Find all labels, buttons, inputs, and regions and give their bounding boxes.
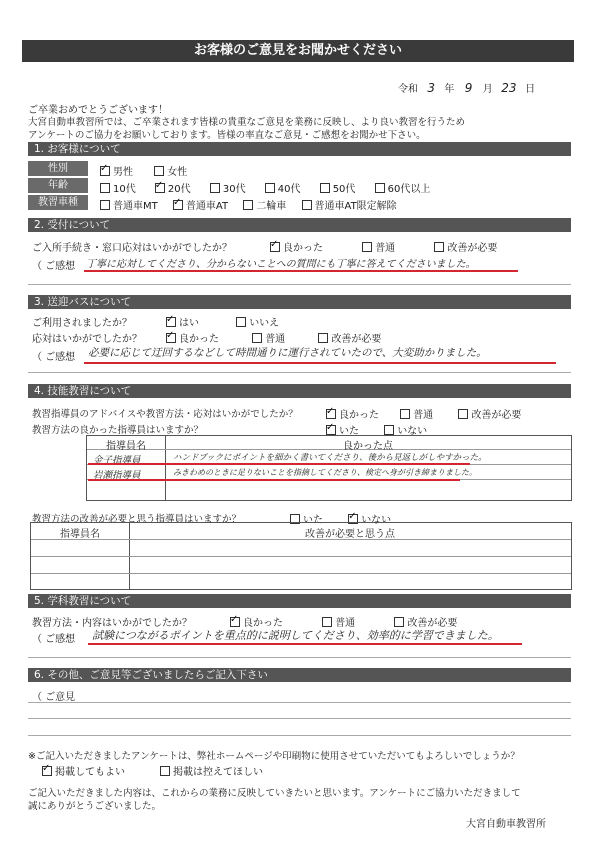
- sec3-comment-label: （ ご感想: [32, 352, 76, 363]
- course-motorcycle-option[interactable]: 二輪車: [243, 201, 286, 212]
- sec5-question: 教習方法・内容はいかがでしたか？: [32, 618, 192, 629]
- good-row-2-point[interactable]: みきわめのときに足りないことを指摘してくださり、検定へ身が引き締まりました。: [173, 468, 477, 477]
- section-5-header: 5. 学科教習について: [28, 594, 571, 608]
- form-title: お客様のご意見をお聞かせください: [22, 40, 574, 62]
- age-label: 年齢: [28, 178, 88, 193]
- sec2-good-option[interactable]: ✓ 良かった: [270, 243, 323, 254]
- checkbox-checked[interactable]: [326, 409, 336, 419]
- publish-yes-option[interactable]: ✓掲載してもよい: [42, 763, 125, 778]
- sec3-improve-option[interactable]: 改善が必要: [318, 334, 381, 345]
- checkbox[interactable]: [210, 183, 220, 193]
- sec5-comment[interactable]: 試験につながるポイントを重点的に説明してくださり、効率的に学習できました。: [92, 629, 499, 642]
- checkbox-checked[interactable]: [155, 183, 165, 193]
- checkbox[interactable]: [400, 409, 410, 419]
- sec4-question-1: 教習指導員のアドバイスや教習方法・応対はいかがでしたか？: [32, 409, 298, 420]
- checkbox[interactable]: [322, 617, 332, 627]
- sec2-normal-option[interactable]: 普通: [362, 243, 395, 254]
- checkbox[interactable]: [384, 425, 394, 435]
- sec2-options: [270, 239, 497, 254]
- sec6-ruled-line-1: [28, 702, 571, 703]
- sec5-good-option[interactable]: ✓ 良かった: [230, 618, 283, 629]
- section-1-header: 1. お客様について: [28, 142, 571, 156]
- sec2-ruled-line: [28, 284, 571, 285]
- course-options: [100, 197, 397, 212]
- sec3-question-2: 応対はいかがでしたか？: [32, 334, 142, 345]
- age-20s-option[interactable]: ✓ 20代: [155, 184, 191, 195]
- checkbox-checked[interactable]: [173, 200, 183, 210]
- sec3-comment[interactable]: 必要に応じて迂回するなどして時間通りに運行されていたので、大変助かりました。: [88, 347, 487, 359]
- age-50s-option[interactable]: 50代: [320, 184, 356, 195]
- date-day[interactable]: 23: [501, 81, 517, 95]
- course-at-release-option[interactable]: 普通車AT限定解除: [302, 201, 397, 212]
- sec5-improve-option[interactable]: 改善が必要: [394, 618, 457, 629]
- improve-instructor-table: [30, 522, 572, 590]
- improve-table-header-name: 指導員名: [60, 529, 100, 540]
- sec4-question-3: 教習方法の改善が必要と思う指導員はいますか？: [32, 514, 242, 525]
- footer-signature: 大宮自動車教習所: [466, 819, 546, 830]
- sec4-bad-none-option[interactable]: ✓ いない: [348, 515, 391, 526]
- age-options: [100, 180, 430, 195]
- sec4-q1-options: [326, 406, 521, 421]
- sec3-normal-option[interactable]: 普通: [252, 334, 285, 345]
- month-label: 月: [482, 84, 493, 95]
- sec5-normal-option[interactable]: 普通: [322, 618, 355, 629]
- section-2-header: 2. 受付について: [28, 218, 571, 232]
- footer-line-1: ご記入いただきました内容は、これからの業務に反映していきたいと思います。アンケートにご協力いただきまして: [28, 788, 521, 799]
- checkbox-checked[interactable]: [42, 766, 52, 776]
- sec4-normal-option[interactable]: 普通: [400, 410, 433, 421]
- course-label: 教習車種: [28, 195, 88, 210]
- age-40s-option[interactable]: 40代: [265, 184, 301, 195]
- checkbox[interactable]: [318, 333, 328, 343]
- sec3-question-1: ご利用されましたか？: [32, 318, 132, 329]
- checkbox-checked[interactable]: [326, 425, 336, 435]
- sec4-had-option[interactable]: ✓ いた: [326, 426, 359, 437]
- checkbox[interactable]: [100, 200, 110, 210]
- checkbox[interactable]: [375, 183, 385, 193]
- sec6-comment-label: （ ご意見: [32, 692, 76, 703]
- sec3-q2-options: [166, 330, 381, 345]
- checkbox[interactable]: [320, 183, 330, 193]
- sec4-improve-option[interactable]: 改善が必要: [458, 410, 521, 421]
- good-instructor-table: [86, 435, 572, 501]
- checkbox[interactable]: [394, 617, 404, 627]
- checkbox[interactable]: [252, 333, 262, 343]
- intro-line-2: 大宮自動車教習所では、ご卒業されます皆様の貴重なご意見を業務に反映し、より良い教習を行うため: [28, 117, 466, 128]
- section-3-header: 3. 送迎バスについて: [28, 295, 571, 309]
- checkbox[interactable]: [243, 200, 253, 210]
- sec3-no-option[interactable]: いいえ: [236, 318, 279, 329]
- gender-options: [100, 163, 187, 178]
- improve-table-header-point: 改善が必要と思う点: [305, 529, 395, 540]
- sec6-ruled-line-3: [28, 735, 571, 736]
- checkbox[interactable]: [458, 409, 468, 419]
- course-mt-option[interactable]: 普通車MT: [100, 201, 158, 212]
- gender-male-option[interactable]: ✓ 男性: [100, 167, 133, 178]
- day-label: 日: [525, 84, 536, 95]
- checkbox-checked[interactable]: [270, 242, 280, 252]
- sec3-ruled-line: [28, 372, 571, 373]
- gender-female-option[interactable]: 女性: [154, 167, 187, 178]
- checkbox-checked[interactable]: [230, 617, 240, 627]
- checkbox[interactable]: [236, 317, 246, 327]
- date-year[interactable]: 3: [427, 81, 435, 95]
- sec5-ruled-line: [28, 657, 571, 658]
- age-30s-option[interactable]: 30代: [210, 184, 246, 195]
- sec3-good-option[interactable]: ✓ 良かった: [166, 334, 219, 345]
- sec2-comment[interactable]: 丁寧に応対してくださり、分からないことへの質問にも丁寧に答えてくださいました。: [86, 259, 476, 270]
- checkbox[interactable]: [100, 183, 110, 193]
- checkbox[interactable]: [160, 766, 170, 776]
- publish-question: ※ご記入いただきましたアンケートは、弊社ホームページや印刷物に使用させていただいてもよろしいでしょうか？: [28, 751, 520, 762]
- checkbox-checked[interactable]: [100, 166, 110, 176]
- good-row-1-name[interactable]: 金子指導員: [93, 455, 141, 466]
- checkbox[interactable]: [265, 183, 275, 193]
- sec5-comment-label: （ ご感想: [32, 634, 76, 645]
- age-60plus-option[interactable]: 60代以上: [375, 184, 431, 195]
- checkbox-checked[interactable]: [166, 317, 176, 327]
- sec6-ruled-line-2: [28, 718, 571, 719]
- good-row-2-red-underline: [88, 479, 460, 481]
- sec3-red-underline: [84, 362, 556, 364]
- year-label: 年: [444, 84, 455, 95]
- checkbox[interactable]: [302, 200, 312, 210]
- sec4-good-option[interactable]: ✓ 良かった: [326, 410, 379, 421]
- checkbox[interactable]: [154, 166, 164, 176]
- good-row-1-point[interactable]: ハンドブックにポイントを細かく書いてくださり、後から見返しがしやすかった。: [173, 453, 487, 463]
- footer-line-2: 誠にありがとうございました。: [28, 801, 162, 812]
- checkbox[interactable]: [434, 242, 444, 252]
- section-4-header: 4. 技能教習について: [28, 384, 571, 398]
- sec4-question-2: 教習方法の良かった指導員はいますか？: [32, 425, 204, 436]
- section-6-header: 6. その他、ご意見等ございましたらご記入下さい: [28, 668, 571, 682]
- good-row-2-name[interactable]: 岩瀬指導員: [93, 470, 141, 481]
- gender-label: 性別: [28, 161, 88, 176]
- sec3-yes-option[interactable]: ✓ はい: [166, 318, 199, 329]
- sec3-q1-options: [166, 314, 279, 329]
- good-table-header-point: 良かった点: [343, 441, 393, 452]
- publish-no-option[interactable]: 掲載は控えてほしい: [160, 763, 263, 778]
- course-at-option[interactable]: ✓ 普通車AT: [173, 201, 228, 212]
- sec2-improve-option[interactable]: 改善が必要: [434, 243, 497, 254]
- sec2-question: ご入所手続き・窓口応対はいかがでしたか？: [32, 243, 232, 254]
- date-line: [398, 80, 535, 95]
- intro-line-3: アンケートのご協力をお願いしております。皆様の率直なご意見・ご感想をお聞かせ下さい。: [28, 130, 426, 141]
- sec2-red-underline: [84, 270, 518, 272]
- good-row-1-red-underline: [88, 463, 470, 465]
- date-era: 令和: [398, 84, 418, 95]
- sec4-bad-had-option[interactable]: いた: [290, 515, 323, 526]
- sec4-none-option[interactable]: いない: [384, 426, 427, 437]
- intro-line-1: ご卒業おめでとうございます！: [28, 105, 168, 116]
- good-table-header-name: 指導員名: [106, 441, 146, 452]
- age-10s-option[interactable]: 10代: [100, 184, 136, 195]
- sec5-red-underline: [88, 643, 522, 645]
- checkbox-checked[interactable]: [166, 333, 176, 343]
- checkbox[interactable]: [362, 242, 372, 252]
- date-month[interactable]: 9: [464, 81, 473, 95]
- sec2-comment-label: （ ご感想: [32, 261, 76, 272]
